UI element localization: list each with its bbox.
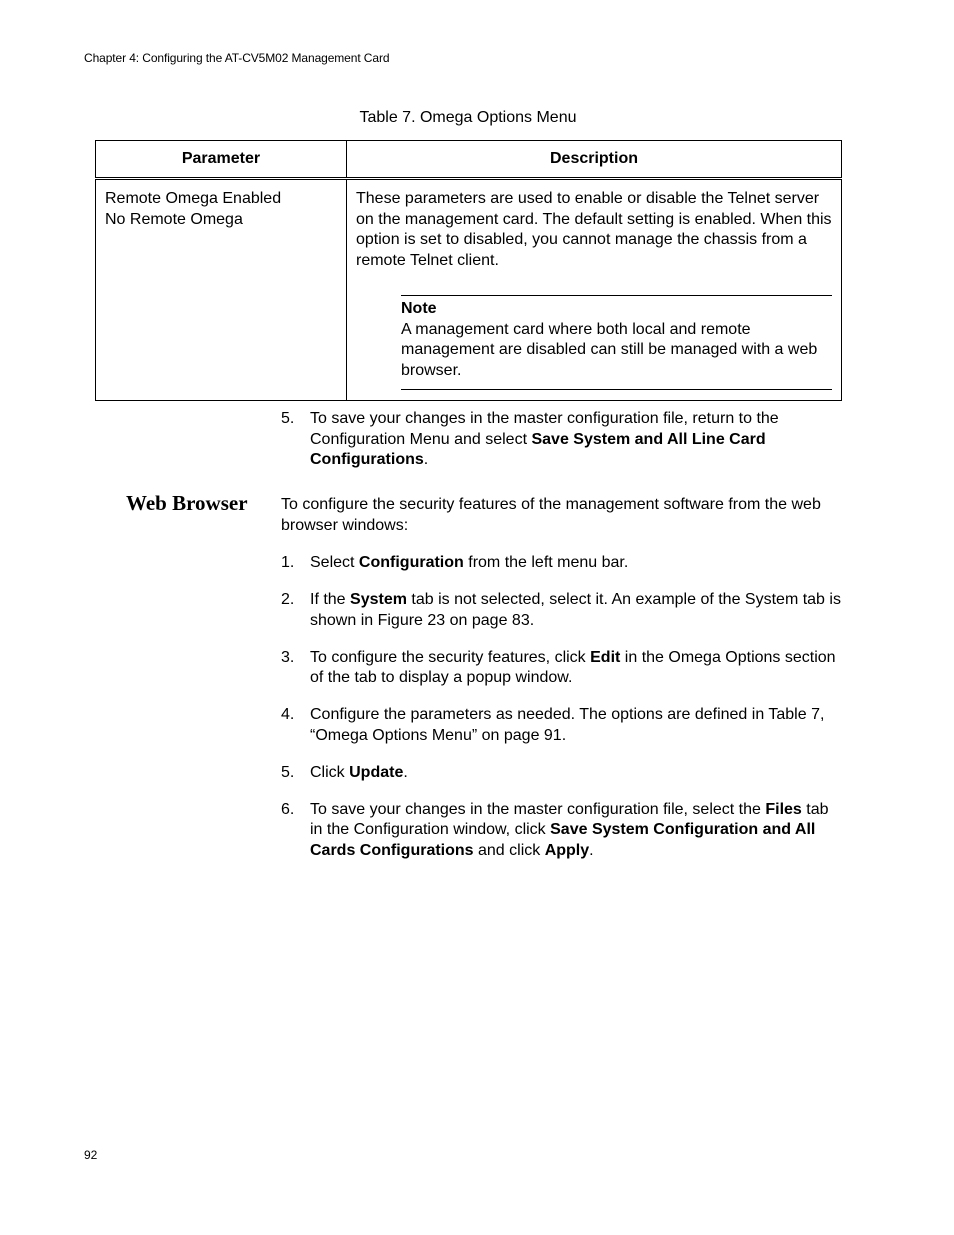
step-text: To save your changes in the master configuration file, return to the Configuration Menu and select Save System and All Line Card Configurations. [310, 410, 779, 468]
parameter-remote-omega-enabled: Remote Omega Enabled [105, 190, 282, 207]
list-item [281, 590, 843, 631]
step-text: To save your changes in the master configuration file, select the Files tab in the Configuration window, click Save System Configuration and All Cards Configurations and click Apply. [310, 800, 829, 859]
list-item [281, 409, 843, 471]
list-item [281, 763, 843, 784]
running-head: Chapter 4: Configuring the AT-CV5M02 Management Card [84, 51, 390, 65]
note-title: Note [401, 300, 437, 317]
step-text: To configure the security features, click Edit in the Omega Options section of the tab to display a popup window. [310, 648, 836, 686]
description-text: These parameters are used to enable or disable the Telnet server on the management card. The default setting is enabled. When this option is set to disabled, you cannot manage the chassis from a remote Telnet client. [356, 190, 832, 269]
table-row [96, 179, 842, 401]
step-number: 5. [281, 763, 295, 781]
step-number: 5. [281, 410, 295, 427]
step-number: 2. [281, 591, 295, 608]
description-cell [347, 179, 842, 401]
list-item [281, 705, 843, 746]
step-text: Click Update. [310, 763, 408, 781]
step-number: 3. [281, 648, 295, 666]
list-item [281, 800, 843, 862]
note-text: A management card where both local and remote management are disabled can still be managed with a web browser. [401, 320, 818, 379]
step-text: Select Configuration from the left menu bar. [310, 554, 629, 571]
step-number: 4. [281, 706, 295, 723]
step-text: Configure the parameters as needed. The options are defined in Table 7, “Omega Options Menu” on page 91. [310, 706, 825, 744]
table-header-row [96, 141, 842, 179]
column-header-description: Description [347, 141, 842, 179]
omega-options-table [95, 140, 842, 401]
list-item [281, 553, 843, 574]
column-header-parameter: Parameter [96, 141, 347, 179]
steps-list [281, 553, 843, 878]
step-number: 1. [281, 554, 295, 571]
page-number: 92 [84, 1148, 98, 1162]
step-number: 6. [281, 800, 295, 818]
note-box [401, 295, 832, 390]
step-text: If the System tab is not selected, select it. An example of the System tab is shown in Figure 23 on page 83. [310, 591, 841, 629]
section-intro: To configure the security features of the management software from the web browser windows: [281, 496, 821, 534]
section-heading: Web Browser [126, 491, 248, 515]
steps-list-before [281, 409, 843, 487]
table-caption: Table 7. Omega Options Menu [359, 109, 577, 126]
list-item [281, 648, 843, 689]
parameter-no-remote-omega: No Remote Omega [105, 210, 243, 228]
parameter-cell [96, 179, 347, 401]
